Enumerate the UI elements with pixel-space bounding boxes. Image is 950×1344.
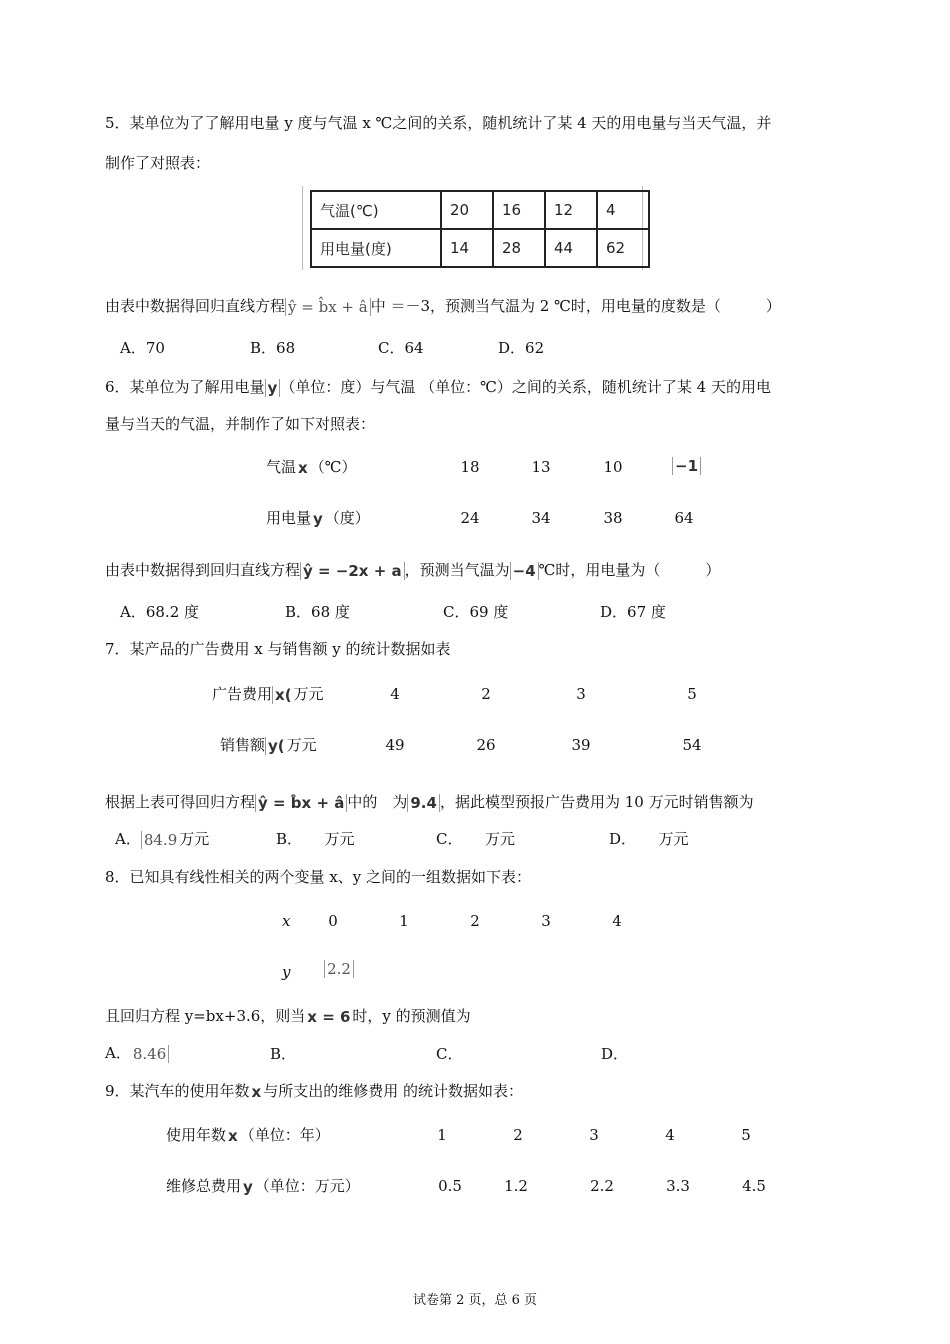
q7-row2-var: y(: [265, 737, 287, 755]
q5-option-c[interactable]: C．64: [378, 339, 424, 357]
q8-question-line: [105, 1006, 471, 1026]
q7-option-a-value: 84.9: [141, 831, 179, 849]
q9-stem-text-b: 与所支出的维修费用 的统计数据如表：: [263, 1082, 524, 1100]
q9-row1-cell: 3: [589, 1126, 599, 1144]
q5-question-line: [105, 296, 781, 316]
q9-row2-cell: 3.3: [666, 1177, 690, 1195]
q6-row1-cell: 10: [603, 458, 623, 476]
q6-stem-text-a: 6．某单位为了解用电量: [105, 378, 265, 396]
q5-stem-line2: 制作了对照表：: [105, 154, 211, 172]
q9-row1-cell: 2: [513, 1126, 523, 1144]
q6-question-line: [105, 560, 720, 580]
q6-row1-label-text: 气温: [266, 458, 297, 476]
q8-x-cell: 4: [612, 912, 622, 930]
q6-line3-text-b: ，预测当气温为: [404, 561, 510, 579]
q7-line3-text-b: 中的 为: [347, 793, 408, 811]
q6-row2-unit: （度）: [324, 509, 370, 527]
q8-x-label: x: [282, 912, 291, 930]
q9-stem-text-a: 9．某汽车的使用年数: [105, 1082, 250, 1100]
q8-option-d[interactable]: D．: [601, 1045, 629, 1063]
q8-option-c[interactable]: C．: [436, 1045, 463, 1063]
q7-option-a[interactable]: [115, 829, 209, 849]
q8-option-a[interactable]: [105, 1043, 169, 1063]
q5-row1-cell: 20: [441, 191, 493, 229]
q7-row1-cell: 5: [687, 685, 697, 703]
q8-y-cell: [322, 958, 356, 978]
q6-var-y: y: [265, 379, 281, 397]
q7-row2-label-text: 销售额: [220, 736, 266, 754]
q9-row2-var: y: [243, 1178, 253, 1196]
page-footer: 试卷第 2 页，总 6 页: [412, 1293, 538, 1308]
q9-row2-cell: 1.2: [504, 1177, 528, 1195]
q9-stem: [105, 1081, 523, 1101]
q8-option-b[interactable]: B．: [270, 1045, 297, 1063]
q7-row1-unit: 万元: [293, 685, 324, 703]
q8-x-cell: 2: [470, 912, 480, 930]
q6-row2-var: y: [313, 510, 323, 528]
q7-row1-label-text: 广告费用: [212, 685, 273, 703]
q8-x-cell: 0: [328, 912, 338, 930]
q7-stem: 7．某产品的广告费用 x 与销售额 y 的统计数据如表: [105, 640, 451, 658]
q7-row2-cell: 49: [385, 736, 405, 754]
q7-question-line: [105, 792, 754, 812]
q7-regression-equation: ŷ = b̂x + â: [255, 794, 347, 812]
q6-row1-cell: 13: [531, 458, 551, 476]
q9-row1-cell: 1: [437, 1126, 447, 1144]
q9-row2-cell: 0.5: [438, 1177, 462, 1195]
q5-line3-text-b: 中 ＝－3，预测当气温为 2 ℃时，用电量的度数是（ ）: [370, 297, 781, 315]
q9-row1-label: [166, 1125, 330, 1145]
q9-row2-unit: （单位：万元）: [254, 1177, 360, 1195]
q9-var-x: x: [251, 1083, 262, 1101]
q5-row1-cell: 12: [545, 191, 597, 229]
q8-option-a-label: A．: [105, 1044, 131, 1062]
q8-option-a-value: 8.46: [131, 1045, 169, 1063]
q9-row2-label-text: 维修总费用: [166, 1177, 242, 1195]
q7-row2-cell: 26: [476, 736, 496, 754]
q8-line3-text-b: 时，y 的预测值为: [352, 1007, 471, 1025]
q6-option-b[interactable]: B．68 度: [285, 603, 350, 621]
q7-option-a-label: A．: [115, 830, 141, 848]
q9-row2-label: [166, 1176, 360, 1196]
q7-row1-var: x(: [272, 686, 294, 704]
q6-row2-label: [266, 508, 370, 528]
q8-y-label: y: [282, 963, 291, 981]
q7-option-d[interactable]: D． 万元: [609, 830, 689, 848]
q6-row2-label-text: 用电量: [266, 509, 312, 527]
q6-stem-line1: [105, 377, 771, 397]
q9-row1-unit: （单位：年）: [239, 1126, 330, 1144]
q7-row1-cell: 4: [390, 685, 400, 703]
q7-row2-cell: 39: [571, 736, 591, 754]
q7-line3-text-a: 根据上表可得回归方程: [105, 793, 256, 811]
q6-row2-cell: 34: [531, 509, 551, 527]
q6-temperature: −4: [510, 562, 539, 580]
q8-x-cell: 3: [541, 912, 551, 930]
q8-stem: 8．已知具有线性相关的两个变量 x、y 之间的一组数据如下表：: [105, 868, 532, 886]
q6-row2-cell: 24: [460, 509, 480, 527]
q5-line3-text-a: 由表中数据得回归直线方程: [105, 297, 286, 315]
q8-y-cell-value: 2.2: [324, 960, 354, 978]
q5-row1-label: 气温(℃): [311, 191, 441, 229]
q7-b-value: 9.4: [407, 794, 440, 812]
q8-condition: x = 6: [307, 1008, 351, 1026]
q5-row2-label: 用电量(度): [311, 229, 441, 267]
q7-option-b[interactable]: B． 万元: [276, 830, 355, 848]
q6-line3-text-c: ℃时，用电量为（ ）: [538, 561, 721, 579]
q9-row1-cell: 4: [665, 1126, 675, 1144]
q9-row1-var: x: [228, 1127, 238, 1145]
q6-option-d[interactable]: D．67 度: [600, 603, 666, 621]
q5-table: [310, 190, 650, 268]
q6-row1-label: [266, 457, 356, 477]
q6-row2-cell: 38: [603, 509, 623, 527]
q6-row1-unit: （℃）: [309, 458, 357, 476]
q7-row2-label: [220, 735, 317, 755]
q6-row1-cell: 18: [460, 458, 480, 476]
q6-row1-cell-value: −1: [672, 457, 701, 475]
q5-stem-line1: 5．某单位为了了解用电量 y 度与气温 x ℃之间的关系，随机统计了某 4 天的用电量与当天气温，并: [105, 114, 772, 132]
q7-option-a-unit: 万元: [179, 830, 210, 848]
q7-row2-cell: 54: [682, 736, 702, 754]
q5-regression-equation: ŷ = b̂x + â: [285, 298, 371, 316]
q5-option-d[interactable]: D．62: [498, 339, 545, 357]
q9-row2-cell: 2.2: [590, 1177, 614, 1195]
q5-row2-cell: 44: [545, 229, 597, 267]
q6-row1-var: x: [298, 459, 308, 477]
q6-option-c[interactable]: C．69 度: [443, 603, 509, 621]
q9-row1-label-text: 使用年数: [166, 1126, 227, 1144]
q6-row2-cell: 64: [674, 509, 694, 527]
q9-row1-cell: 5: [741, 1126, 751, 1144]
q5-row1-cell: 4: [597, 191, 649, 229]
q7-row2-unit: 万元: [286, 736, 317, 754]
q6-option-a[interactable]: A．68.2 度: [120, 603, 199, 621]
q7-option-c[interactable]: C． 万元: [436, 830, 515, 848]
q6-row1-cell: [672, 455, 700, 475]
q8-x-cell: 1: [399, 912, 409, 930]
q6-line3-text-a: 由表中数据得到回归直线方程: [105, 561, 301, 579]
q5-option-a[interactable]: A．70: [120, 339, 165, 357]
q6-stem-line2: 量与当天的气温，并制作了如下对照表：: [105, 415, 376, 433]
q5-row2-cell: 28: [493, 229, 545, 267]
q7-line3-text-c: ，据此模型预报广告费用为 10 万元时销售额为: [439, 793, 754, 811]
q5-option-b[interactable]: B．68: [250, 339, 296, 357]
q5-row2-cell: 14: [441, 229, 493, 267]
q5-row1-cell: 16: [493, 191, 545, 229]
q6-stem-text-b: （单位：度）与气温 （单位：℃）之间的关系，随机统计了某 4 天的用电: [280, 378, 771, 396]
q7-row1-label: [212, 684, 324, 704]
q5-row2-cell: 62: [597, 229, 649, 267]
q6-regression-equation: ŷ = −2x + a: [300, 562, 405, 580]
q7-row1-cell: 3: [576, 685, 586, 703]
q8-line3-text-a: 且回归方程 y=bx+3.6，则当: [105, 1007, 306, 1025]
q9-row2-cell: 4.5: [742, 1177, 766, 1195]
q7-row1-cell: 2: [481, 685, 491, 703]
